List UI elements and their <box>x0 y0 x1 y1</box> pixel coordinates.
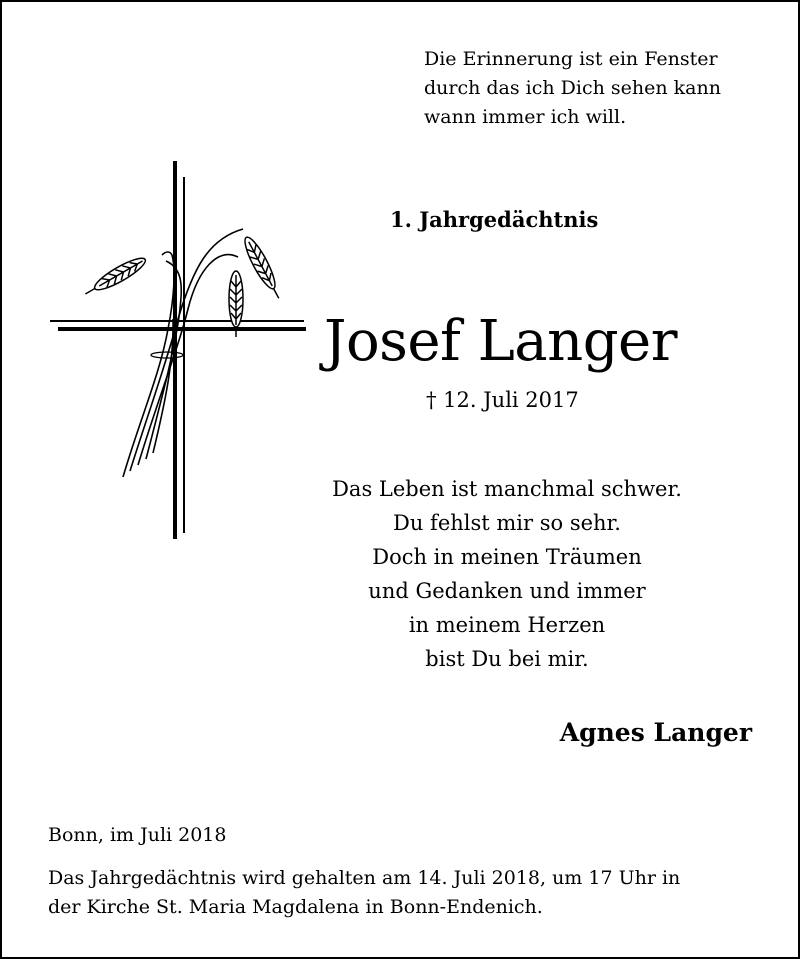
poem-line: und Gedanken und immer <box>368 579 646 603</box>
anniversary-heading: 1. Jahrgedächtnis <box>390 207 599 232</box>
service-announcement <box>48 864 768 922</box>
place-and-date: Bonn, im Juli 2018 <box>48 824 227 846</box>
quote-line: wann immer ich will. <box>424 106 627 128</box>
death-date: † 12. Juli 2017 <box>426 388 579 412</box>
cross-with-wheat-icon <box>48 159 310 545</box>
poem-line: Du fehlst mir so sehr. <box>393 511 621 535</box>
memorial-poem <box>292 472 722 676</box>
poem-line: Das Leben ist manchmal schwer. <box>332 477 682 501</box>
service-line: der Kirche St. Maria Magdalena in Bonn-Endenich. <box>48 896 543 918</box>
quote-line: Die Erinnerung ist ein Fenster <box>424 48 718 70</box>
signer-name: Agnes Langer <box>559 718 752 747</box>
poem-line: Doch in meinen Träumen <box>372 545 642 569</box>
quote-line: durch das ich Dich sehen kann <box>424 77 721 99</box>
deceased-name: Josef Langer <box>324 309 677 374</box>
poem-line: in meinem Herzen <box>408 613 606 637</box>
poem-line: bist Du bei mir. <box>425 647 589 671</box>
opening-quote <box>424 45 784 132</box>
service-line: Das Jahrgedächtnis wird gehalten am 14. Juli 2018, um 17 Uhr in <box>48 867 681 889</box>
